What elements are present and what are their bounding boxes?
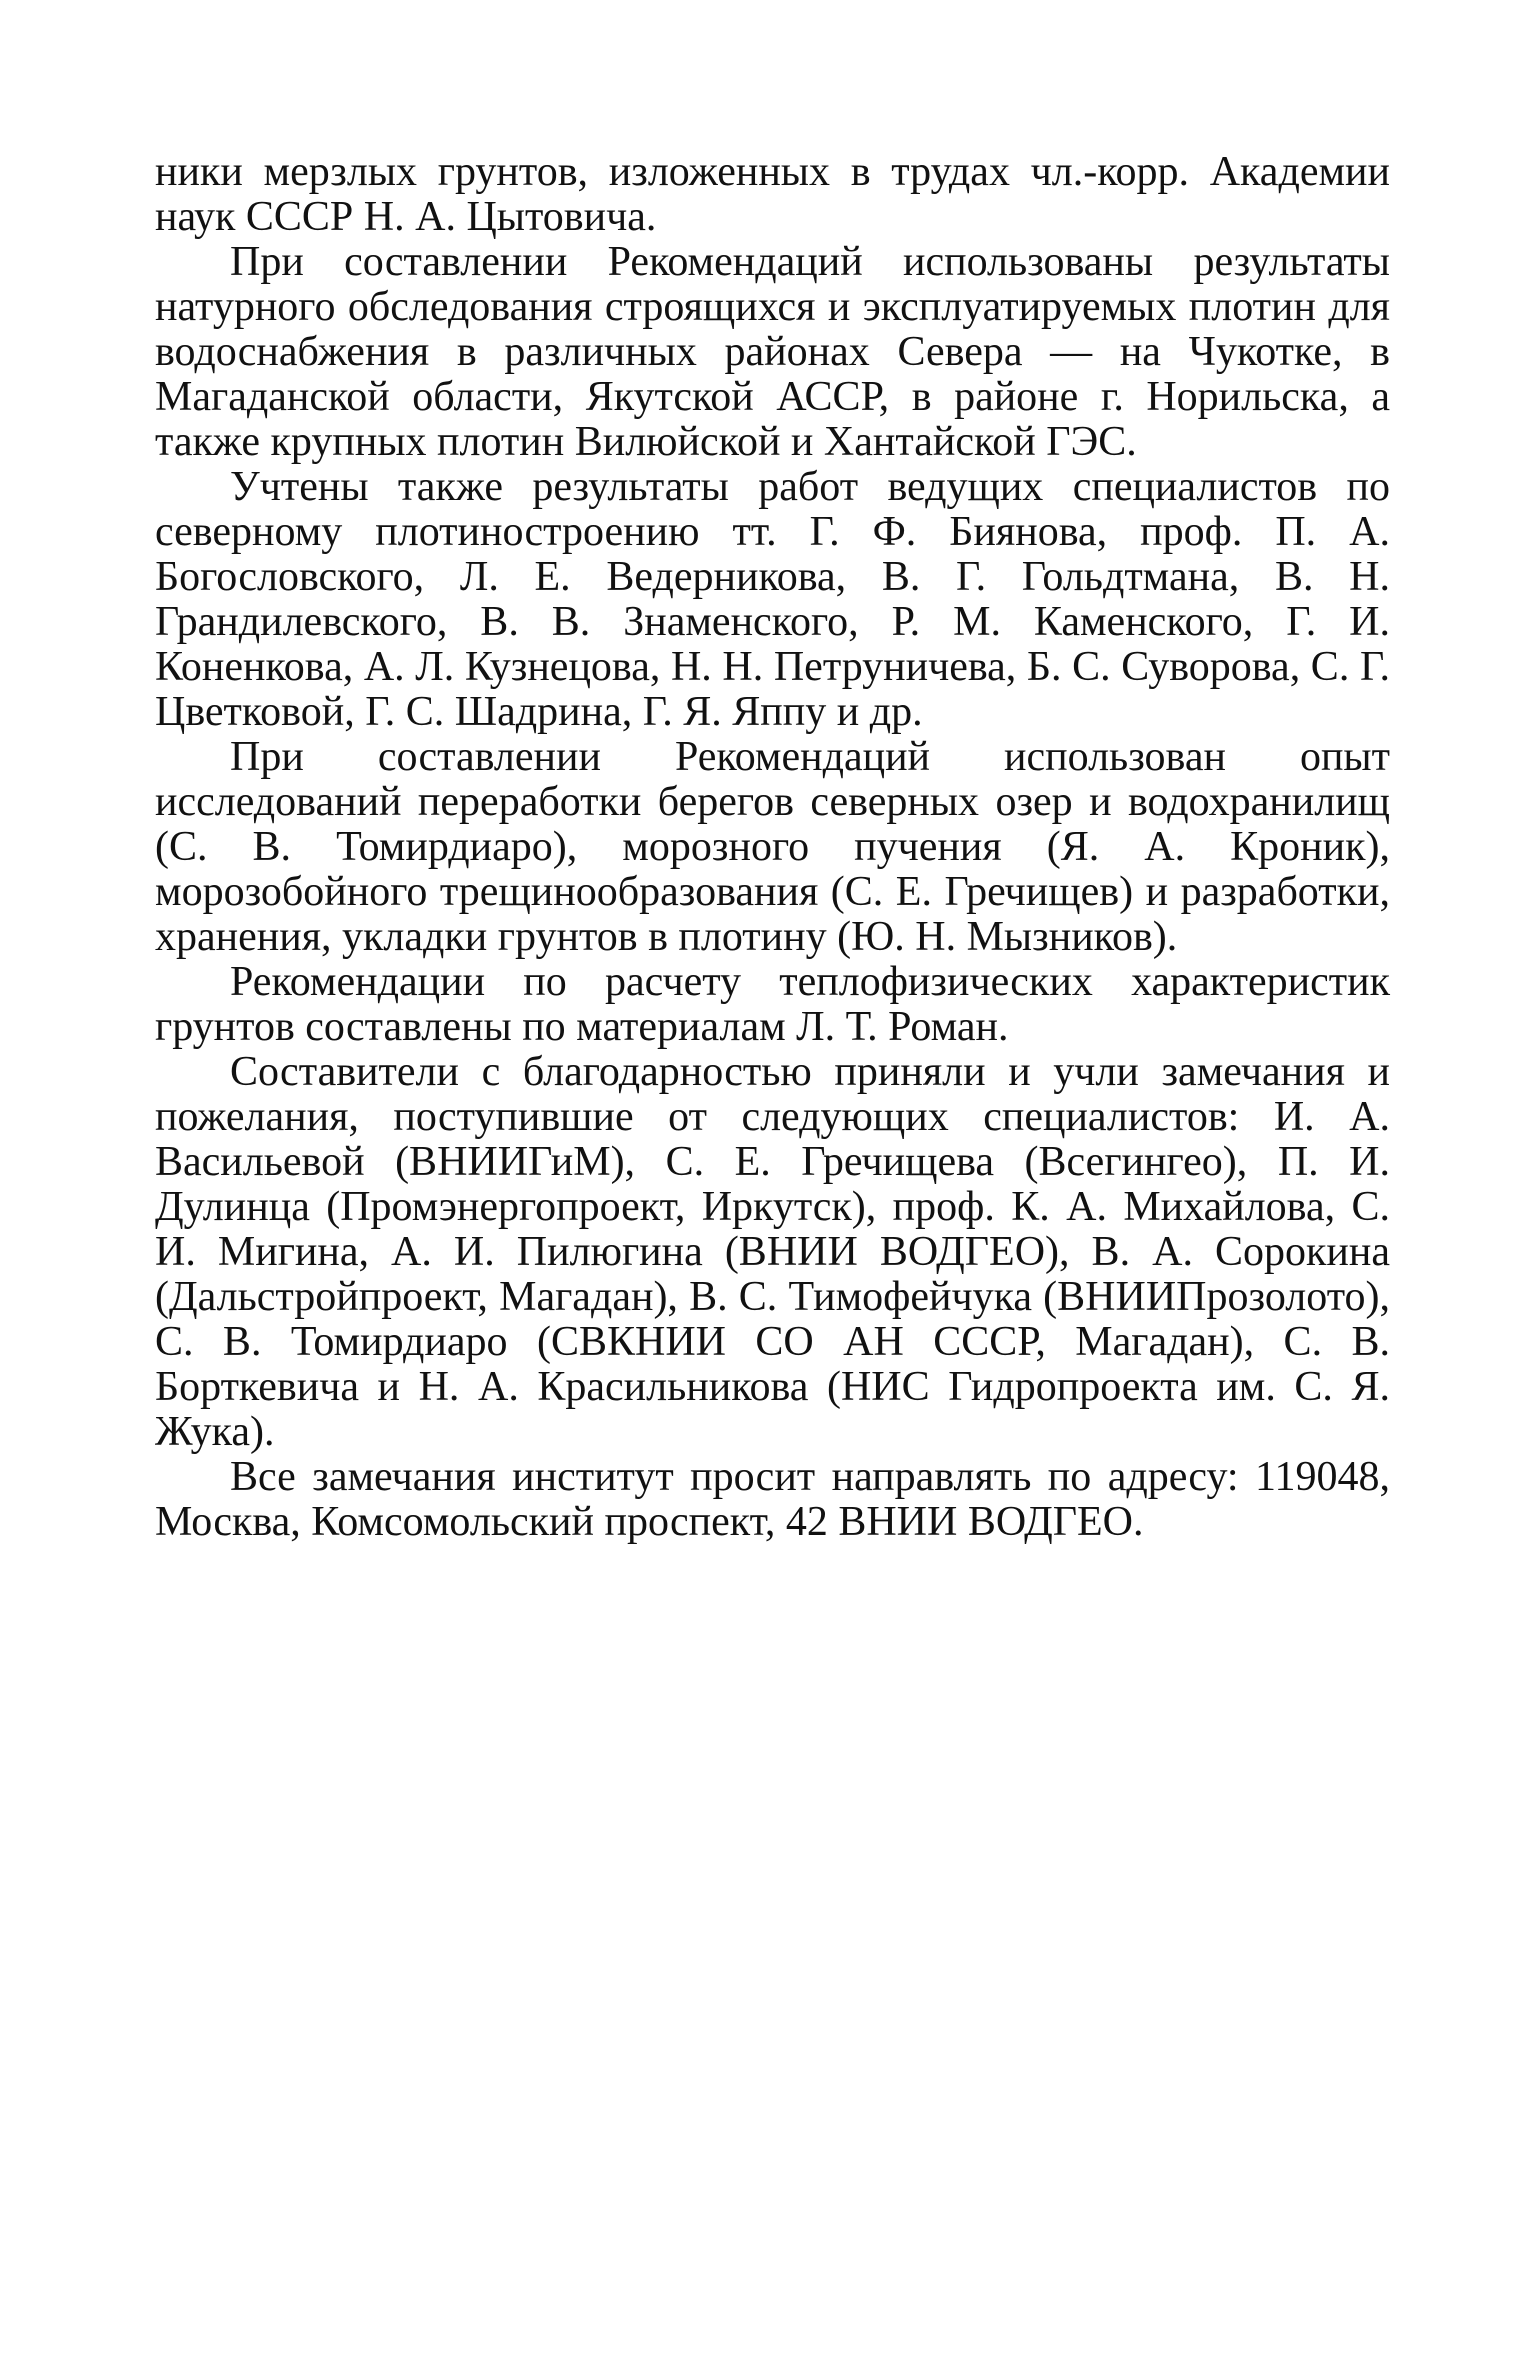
paragraph-5: Рекомендации по расчету теплофизических характеристик грунтов составлены по материалам Л. Т. Роман. xyxy=(155,959,1390,1050)
paragraph-6: Составители с благодарностью приняли и учли замечания и пожелания, поступившие от следующих специалистов: И. А. Васильевой (ВНИИГиМ), С. Е. Гречищева (Всегингео), П. И. Дулинца (Промэнергопроект, Иркутск), проф. К. А. Михайлова, С. И. Мигина, А. И. Пилюгина (ВНИИ ВОДГЕО), В. А. Сорокина (Дальстройпроект, Магадан), В. С. Тимофейчука (ВНИИПрозолото), С. В. Томирдиаро (СВКНИИ СО АН СССР, Магадан), С. В. Борткевича и Н. А. Красильникова (НИС Гидропроекта им. С. Я. Жука). xyxy=(155,1049,1390,1455)
paragraph-1: ники мерзлых грунтов, изложенных в трудах чл.-корр. Академии наук СССР Н. А. Цытовича. xyxy=(155,149,1390,240)
paragraph-2: При составлении Рекомендаций использованы результаты натурного обследования строящихся и эксплуатируемых плотин для водоснабжения в различных районах Севера — на Чукотке, в Магаданской области, Якутской АССР, в районе г. Норильска, а также крупных плотин Вилюйской и Хантайской ГЭС. xyxy=(155,239,1390,465)
paragraph-3: Учтены также результаты работ ведущих специалистов по северному плотиностроению тт. Г. Ф. Биянова, проф. П. А. Богословского, Л. Е. Ведерникова, В. Г. Гольдтмана, В. Н. Грандилевского, В. В. Знаменского, Р. М. Каменского, Г. И. Коненкова, А. Л. Кузнецова, Н. Н. Петруничева, Б. С. Суворова, С. Г. Цветковой, Г. С. Шадрина, Г. Я. Яппу и др. xyxy=(155,464,1390,735)
paragraph-4: При составлении Рекомендаций использован опыт исследований переработки берегов северных озер и водохранилищ (С. В. Томирдиаро), морозного пучения (Я. А. Кроник), морозобойного трещинообразования (С. Е. Гречищев) и разработки, хранения, укладки грунтов в плотину (Ю. Н. Мызников). xyxy=(155,734,1390,960)
paragraph-7: Все замечания институт просит направлять по адресу: 119048, Москва, Комсомольский проспект, 42 ВНИИ ВОДГЕО. xyxy=(155,1454,1390,1545)
document-page xyxy=(155,150,1390,1545)
